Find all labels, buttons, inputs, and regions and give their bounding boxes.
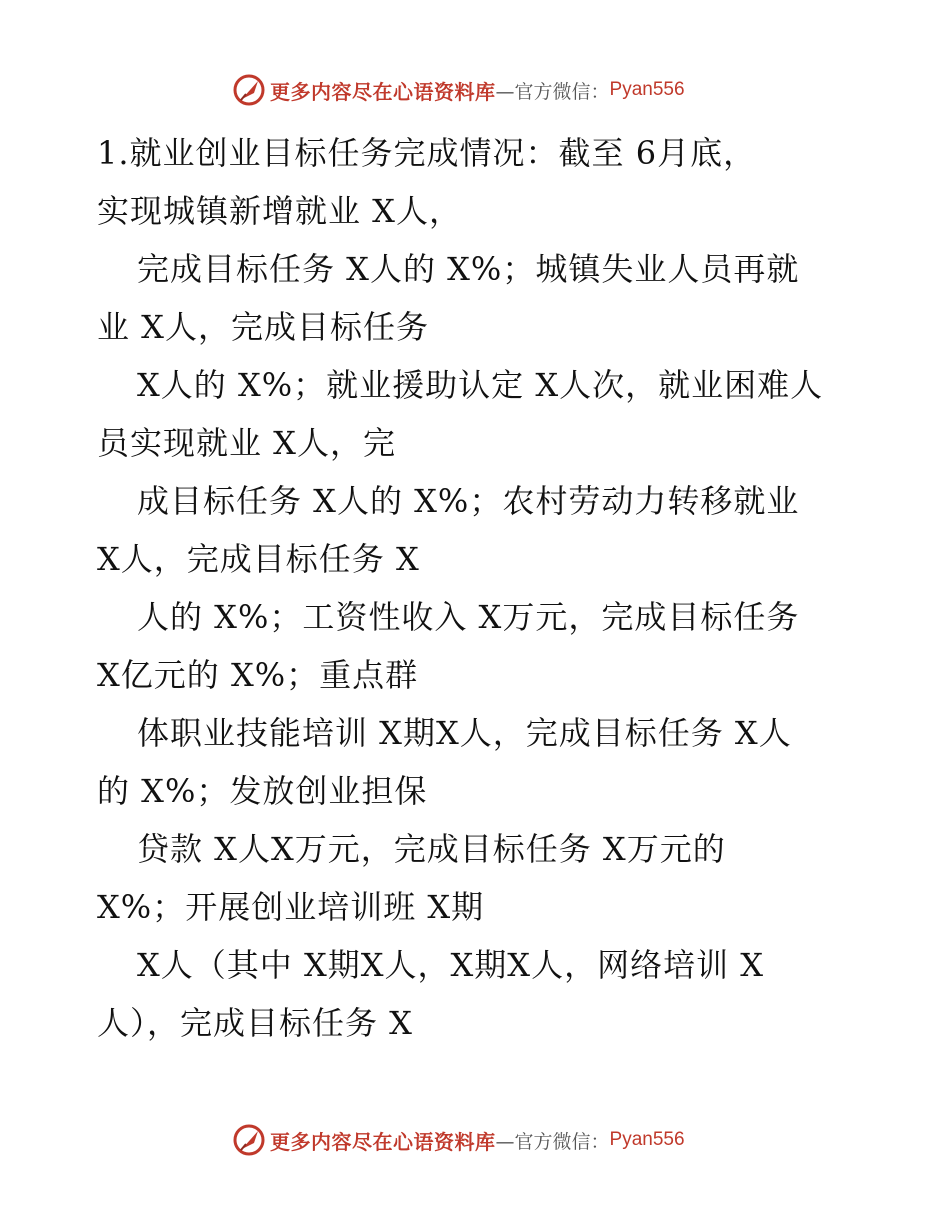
body-line-13: 贷款 X人X万元，完成目标任务 X万元的 [137, 830, 726, 868]
watermark-wechat-id: Pyan556 [609, 79, 685, 100]
body-line-1: 1.就业创业目标任务完成情况：截至 6月底， [97, 134, 757, 172]
body-line-15: X人（其中 X期X人，X期X人，网络培训 X [137, 946, 765, 984]
body-line-16: 人），完成目标任务 X [97, 1004, 413, 1042]
body-line-8: X人，完成目标任务 X [97, 540, 420, 578]
watermark-main-text: 更多内容尽在心语资料库 [270, 1129, 496, 1154]
watermark-main-text: 更多内容尽在心语资料库 [270, 79, 496, 104]
body-line-14: X%；开展创业培训班 X期 [97, 888, 485, 926]
document-body [97, 124, 877, 1052]
body-line-4: 业 X人，完成目标任务 [97, 308, 429, 346]
watermark-official-text: —官方微信： [495, 80, 610, 103]
body-line-6: 员实现就业 X人，完 [97, 424, 396, 462]
body-line-9: 人的 X%；工资性收入 X万元，完成目标任务 [137, 598, 800, 636]
watermark-official-text: —官方微信： [495, 1130, 610, 1153]
watermark-wechat-id: Pyan556 [609, 1129, 685, 1150]
body-line-7: 成目标任务 X人的 X%；农村劳动力转移就业 [137, 482, 800, 520]
body-line-2: 实现城镇新增就业 X人， [97, 192, 462, 230]
quill-logo-icon [232, 1123, 266, 1157]
watermark-footer [232, 1120, 685, 1160]
body-line-5: X人的 X%；就业援助认定 X人次，就业困难人 [137, 366, 824, 404]
body-line-12: 的 X%；发放创业担保 [97, 772, 428, 810]
watermark-header [232, 70, 685, 110]
body-line-3: 完成目标任务 X人的 X%；城镇失业人员再就 [137, 250, 800, 288]
body-line-10: X亿元的 X%；重点群 [97, 656, 419, 694]
body-line-11: 体职业技能培训 X期X人，完成目标任务 X人 [137, 714, 792, 752]
quill-logo-icon [232, 73, 266, 107]
